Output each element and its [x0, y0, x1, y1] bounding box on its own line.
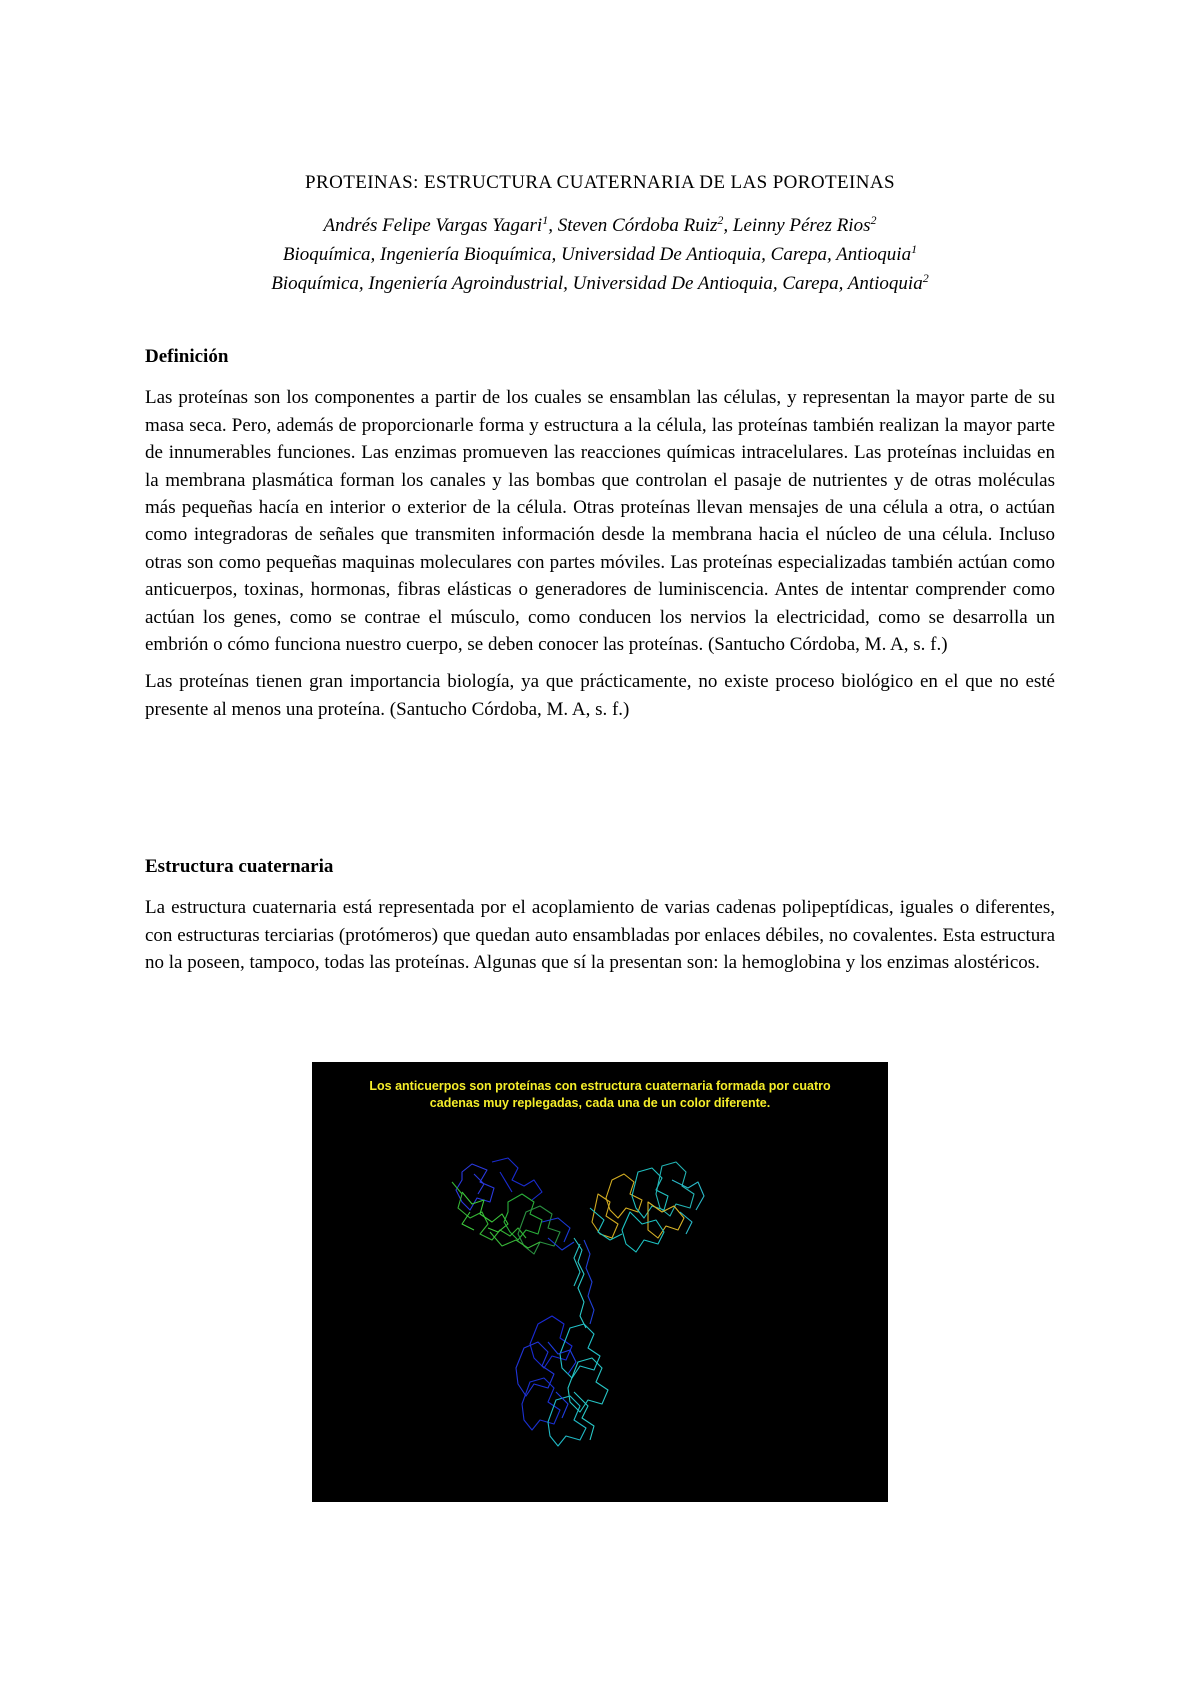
- antibody-structure-illustration: [312, 1062, 888, 1502]
- author-block: [0, 211, 1200, 298]
- figure-caption-line-1: Los anticuerpos son proteínas con estructura cuaternaria formada por cuatro: [369, 1079, 831, 1093]
- antibody-figure: [312, 1062, 888, 1502]
- affiliation-2: [0, 269, 1200, 298]
- author-3: , Leinny Pérez Rios: [723, 215, 871, 236]
- paragraph: Las proteínas tienen gran importancia biología, ya que prácticamente, no existe proceso biológico en el que no esté presente al menos una proteína. (Santucho Córdoba, M. A, s. f.): [145, 671, 1055, 720]
- affiliation-2-text: Bioquímica, Ingeniería Agroindustrial, Universidad De Antioquia, Carepa, Antioquia: [271, 273, 923, 294]
- affiliation-1: [0, 240, 1200, 269]
- affiliation-2-mark: 2: [922, 271, 929, 285]
- author-1: Andrés Felipe Vargas Yagari: [323, 215, 543, 236]
- affiliation-1-mark: 1: [911, 242, 918, 256]
- author-names-line: [0, 211, 1200, 240]
- author-2-affiliation-mark: 2: [717, 213, 724, 227]
- section-definicion: [145, 343, 1055, 723]
- paragraph: La estructura cuaternaria está representada por el acoplamiento de varias cadenas polipeptídicas, iguales o diferentes, con estructuras terciarias (protómeros) que quedan auto ensambladas por enlaces débiles, no covalentes. Esta estructura no la poseen, tampoco, todas las proteínas. Algunas que sí la presentan son: la hemoglobina y los enzimas alostéricos.: [145, 897, 1055, 974]
- section-estructura-cuaternaria: [145, 853, 1055, 977]
- paragraph: Las proteínas son los componentes a partir de los cuales se ensamblan las células, y representan la mayor parte de su masa seca. Pero, además de proporcionarle forma y estructura a la célula, las proteínas también realizan la mayor parte de innumerables funciones. Las enzimas promueven las reacciones químicas intracelulares. Las proteínas incluidas en la membrana plasmática forman los canales y las bombas que controlan el pasaje de nutrientes y de otras moléculas más pequeñas hacía en interior o exterior de la célula. Otras proteínas llevan mensajes de una célula a otra, o actúan como integradoras de señales que transmiten información desde la membrana hacia el núcleo de una célula. Incluso otras son como pequeñas maquinas moleculares con partes móviles. Las proteínas especializadas también actúan como anticuerpos, toxinas, hormonas, fibras elásticas o generadores de luminiscencia. Antes de intentar comprender como actúan los genes, como se contrae el músculo, como conducen los nervios la electricidad, como se desarrolla un embrión o cómo funciona nuestro cuerpo, se deben conocer las proteínas. (Santucho Córdoba, M. A, s. f.): [145, 387, 1055, 656]
- figure-caption-line-2: cadenas muy replegadas, cada una de un color diferente.: [429, 1096, 771, 1110]
- affiliation-1-text: Bioquímica, Ingeniería Bioquímica, Universidad De Antioquia, Carepa, Antioquia: [282, 244, 912, 265]
- section-heading: Estructura cuaternaria: [145, 856, 334, 877]
- author-1-affiliation-mark: 1: [542, 213, 549, 227]
- figure-caption: [312, 1078, 888, 1112]
- section-heading: Definición: [145, 346, 229, 367]
- author-2: , Steven Córdoba Ruiz: [548, 215, 718, 236]
- author-3-affiliation-mark: 2: [870, 213, 877, 227]
- document-title: PROTEINAS: ESTRUCTURA CUATERNARIA DE LAS POROTEINAS: [305, 172, 895, 193]
